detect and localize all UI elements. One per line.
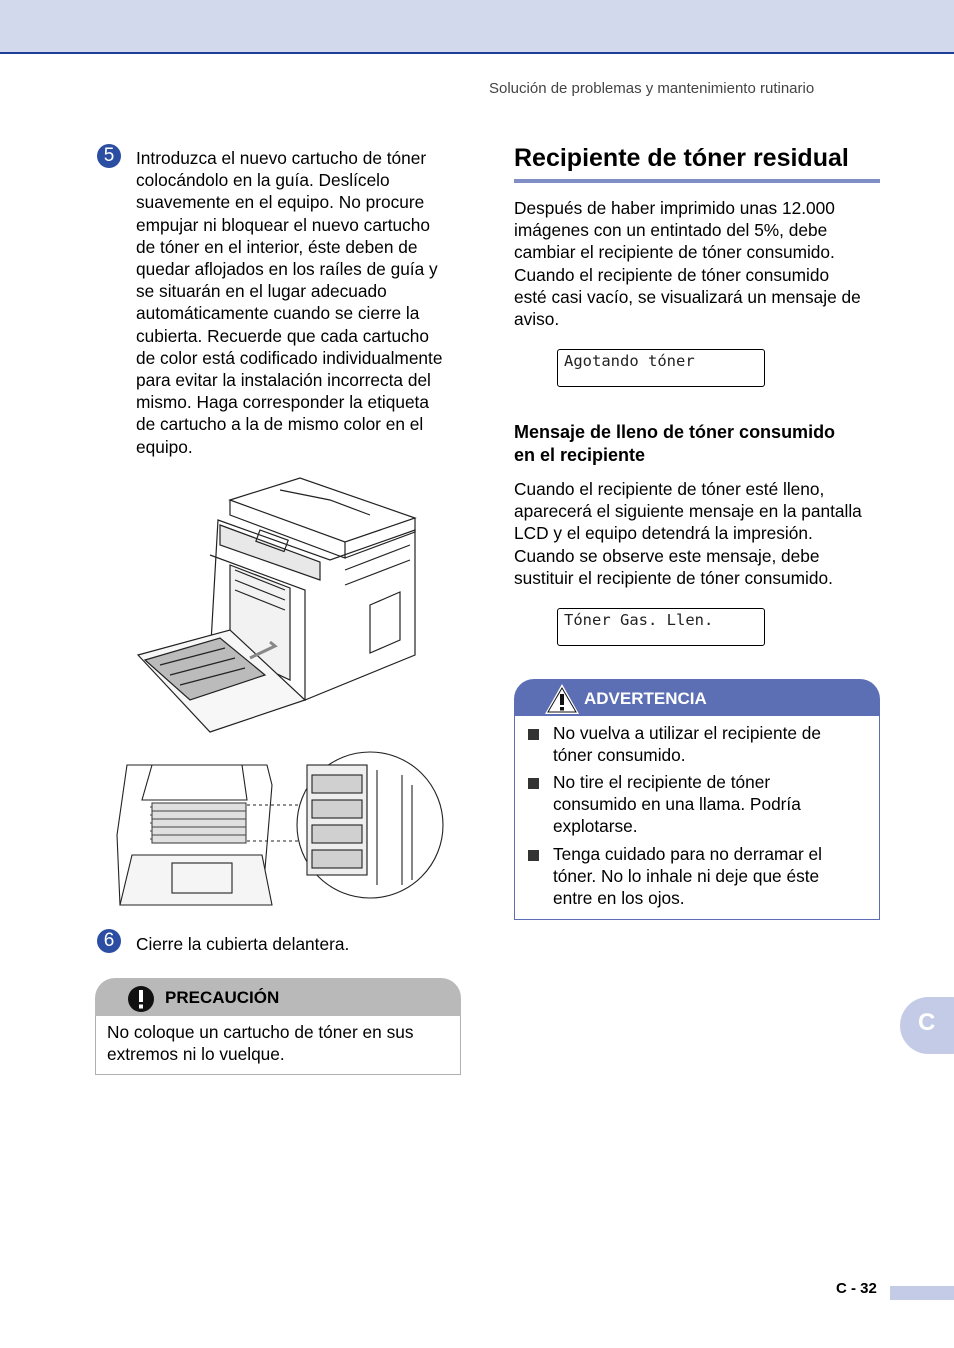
printer-toner-insertion-illustration [130,470,430,740]
warning-triangle-icon [544,683,580,715]
caution-text: No coloque un cartucho de tóner en sus extremos ni lo vuelque. [107,1022,414,1065]
toner-cartridges-closeup-illustration [112,745,447,915]
warning-body [514,716,880,920]
step-6-text: Cierre la cubierta delantera. [136,934,350,954]
warning-item: Tenga cuidado para no derramar el tóner. No lo inhale ni deje que éste entre en los ojos. [553,844,822,909]
step-5-text: Introduzca el nuevo cartucho de tóner colocándolo en la guía. Deslícelo suavemente en el equipo. No procure empujar ni bloquear el nuevo cartucho de tóner en el interior, éste deben de quedar aflojados en los raíles de guía y se situarán en el lugar adecuado automáticamente cuando se cierre la cubierta. Recuerde que cada cartucho de color está codificado individualmente para evitar la instalación incorrecta del mismo. Haga corresponder la etiqueta de cartucho a la de mismo color en el equipo. [136,148,443,457]
warning-item: No vuelva a utilizar el recipiente de tóner consumido. [553,723,822,766]
caution-box [95,978,461,1076]
warning-item: No tire el recipiente de tóner consumido en una llama. Podría explotarse. [553,772,801,837]
subsection-title: Mensaje de lleno de tóner consumido en el recipiente [514,422,836,465]
page-number: C - 32 [836,1280,877,1297]
step-5-marker: 5 [97,144,121,168]
lcd-message-toner-full: Tóner Gas. Llen. [557,608,765,646]
exclamation-icon [127,985,155,1013]
warning-title: ADVERTENCIA [584,689,707,708]
caution-body [95,1016,461,1075]
section-title: Recipiente de tóner residual [514,144,849,172]
chapter-tab-label: C [918,1009,936,1036]
step-6-marker: 6 [97,929,121,953]
lcd-message-low-toner: Agotando tóner [557,349,765,387]
bullet-icon [528,850,539,861]
bullet-icon [528,729,539,740]
top-header-band [0,0,954,54]
intro-paragraph: Después de haber imprimido unas 12.000 imágenes con un entintado del 5%, debe cambiar el recipiente de tóner consumido. Cuando el recipiente de tóner consumido esté casi vacío, se visualizará un mensaje de aviso. [514,198,861,330]
page-number-bar [890,1286,954,1300]
section-title-rule [514,179,880,183]
full-message-paragraph: Cuando el recipiente de tóner esté lleno, aparecerá el siguiente mensaje en la pantalla LCD y el equipo detendrá la impresión. Cuando se observe este mensaje, debe sustituir el recipiente de tóner consumido. [514,479,862,588]
warning-box [514,679,880,921]
bullet-icon [528,778,539,789]
caution-title: PRECAUCIÓN [165,988,280,1007]
running-header: Solución de problemas y mantenimiento rutinario [489,80,815,97]
